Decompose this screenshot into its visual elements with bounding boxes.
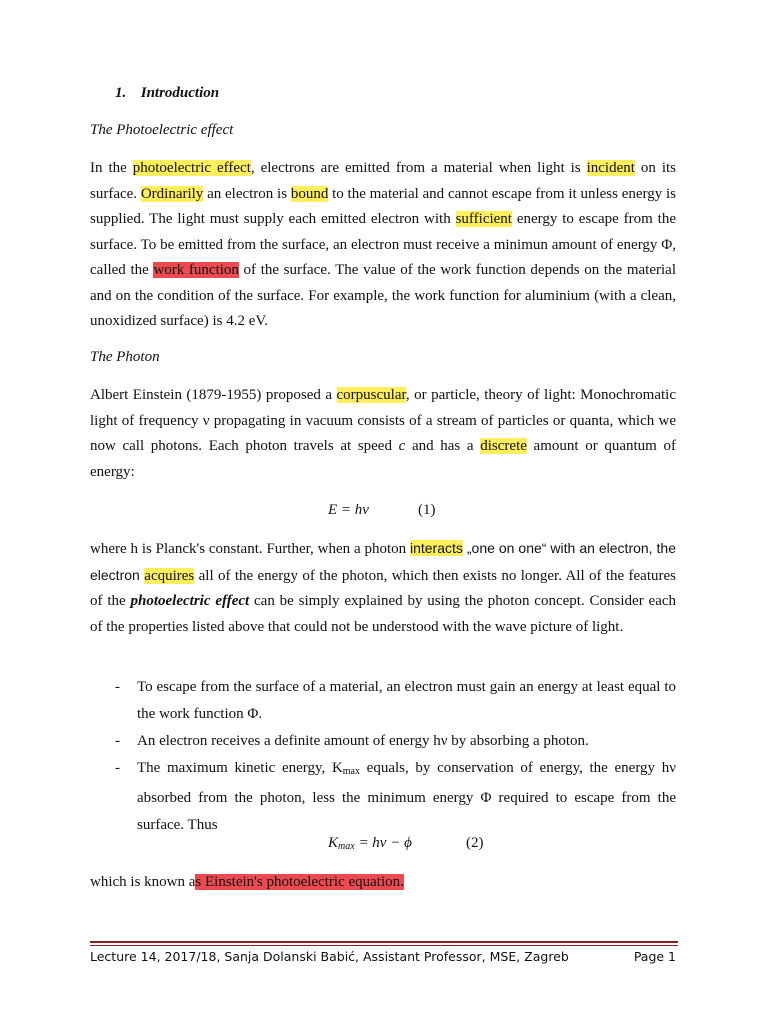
text-run: equals, by conservation of energy, the energy hν absorbed from the photon, less the minimum energy Φ required to escape from the surface. Thus	[137, 760, 676, 833]
heading-title: Introduction	[140, 85, 220, 101]
text-run: Albert Einstein (1879-1955) proposed a	[90, 387, 337, 403]
equation-2	[328, 835, 412, 852]
list-item	[90, 755, 676, 839]
text-run: which is known a	[90, 874, 196, 890]
highlight-interacts: interacts	[409, 540, 463, 556]
highlight-discrete: discrete	[480, 438, 527, 454]
bold-photoelectric-effect: photoelectric effect	[130, 593, 250, 609]
highlight-work-function: work function	[153, 262, 239, 278]
text-run: on its surface.	[90, 160, 677, 202]
text-run: and has a	[405, 438, 481, 454]
list-dash: -	[115, 760, 120, 776]
text-run: to the material and cannot escape from it unless energy is supplied. The light must supply each emitted electron with	[90, 185, 677, 227]
subsection-title-photoelectric: The Photoelectric effect	[90, 122, 234, 138]
text-run: The maximum kinetic energy, K	[137, 760, 343, 776]
list-item	[90, 674, 676, 728]
paragraph-photon	[90, 383, 676, 485]
list-item-text	[137, 760, 676, 833]
equation-1: E = hν	[328, 502, 369, 518]
highlight-ordinarily: Ordinarily	[140, 185, 204, 202]
text-run: of the surface. The value of the work function depends on the material and on the condition of the surface. For example, the work function for aluminium (with a clean, unoxidized surface) is 4.2 eV.	[90, 262, 676, 329]
footer-citation: Lecture 14, 2017/18, Sanja Dolanski Babić, Assistant Professor, MSE, Zagreb	[90, 949, 569, 964]
paragraph-einstein-equation	[90, 870, 676, 896]
paragraph-interaction	[90, 536, 676, 640]
speed-symbol: c	[398, 438, 406, 454]
paragraph-photoelectric	[90, 156, 676, 335]
list-dash: -	[115, 679, 120, 695]
document-page	[90, 0, 676, 1024]
footer-rule-thick	[90, 941, 678, 943]
text-run: an electron is	[203, 185, 291, 202]
equation-2-subscript: max	[338, 841, 355, 852]
highlight-acquires: acquires	[144, 567, 195, 584]
text-run: all of the energy of the photon, which then exists no longer. All of the features of the	[90, 567, 676, 609]
subscript-max: max	[342, 766, 360, 777]
list-dash: -	[115, 733, 120, 749]
heading-number: 1.	[115, 85, 127, 101]
text-run: where h is Planck's constant. Further, when a photon	[90, 541, 410, 557]
footer-rule-thin	[90, 945, 678, 946]
list-item-text: An electron receives a definite amount of energy hν by absorbing a photon.	[137, 733, 589, 749]
equation-1-number: (1)	[418, 502, 436, 518]
highlight-corpuscular: corpuscular	[336, 387, 406, 403]
highlight-bound: bound	[290, 185, 329, 202]
highlight-photoelectric-effect: photoelectric effect	[132, 160, 251, 176]
highlight-incident: incident	[586, 160, 635, 176]
equation-2-number: (2)	[466, 835, 484, 851]
list-item	[90, 728, 676, 755]
list-item-text: To escape from the surface of a material, an electron must gain an energy at least equal to the work function Φ.	[137, 679, 676, 722]
text-run: , electrons are emitted from a material when light is	[250, 160, 587, 176]
text-run: „one on one“ with an electron, the electron	[90, 540, 677, 583]
section-heading	[115, 85, 219, 102]
property-list	[90, 674, 676, 839]
text-run: amount or quantum of energy:	[90, 438, 676, 480]
text-run: , or particle, theory of light: Monochromatic light of frequency ν propagating in vacuum consists of a stream of particles or quanta, which we now call photons. Each photon travels at speed	[90, 387, 676, 454]
subsection-title-photon: The Photon	[90, 349, 160, 365]
highlight-sufficient: sufficient	[455, 211, 512, 227]
highlight-einstein-equation: s Einstein's photoelectric equation.	[195, 874, 404, 890]
page-number: Page 1	[633, 949, 676, 964]
text-run: energy to escape from the surface. To be emitted from the surface, an electron must receive a minimun amount of energy Φ, called the	[90, 211, 676, 278]
text-run: can be simply explained by using the photon concept. Consider each of the properties listed above that could not be understood with the wave picture of light.	[90, 593, 677, 635]
equation-2-rhs: = hν − ϕ	[354, 835, 412, 851]
text-run: In the	[90, 160, 133, 176]
equation-2-lhs: K	[328, 835, 339, 851]
